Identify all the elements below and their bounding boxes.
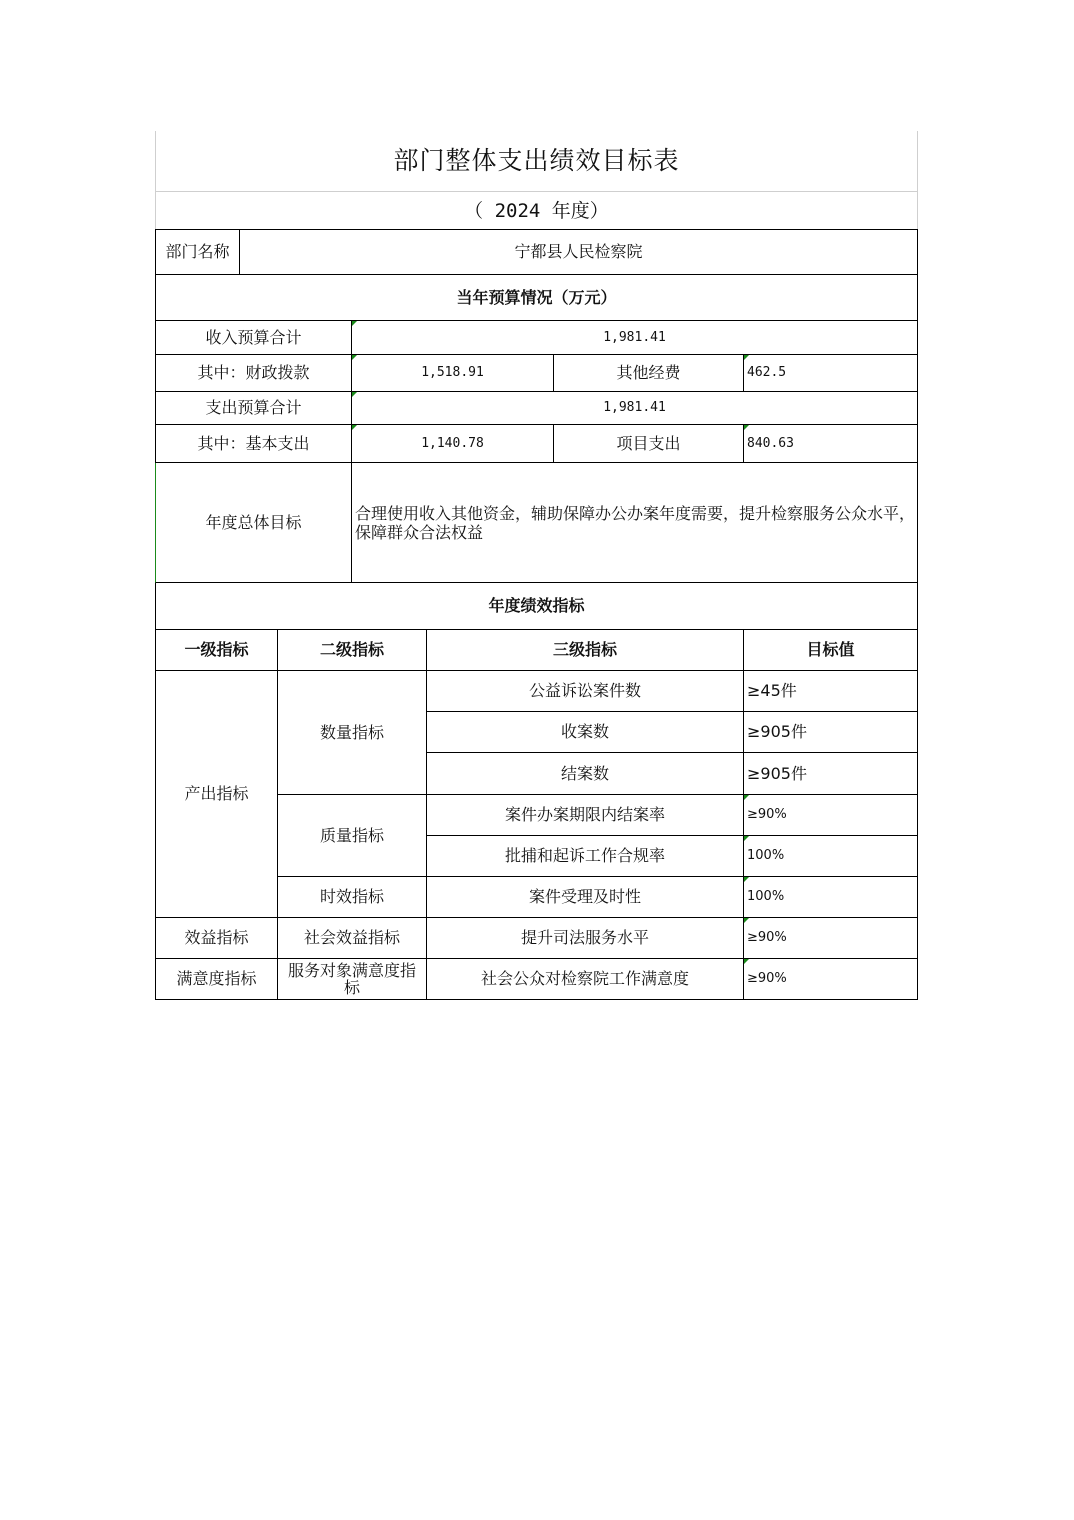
indicator-name: 收案数 [427,712,744,753]
level2-service-satisfaction: 服务对象满意度指标 [278,959,427,1000]
level2-timeliness: 时效指标 [278,877,427,918]
fiscal-value: 1,518.91 [352,355,554,392]
level2-quality: 质量指标 [278,795,427,877]
income-total-value: 1,981.41 [352,321,918,355]
level2-quantity: 数量指标 [278,671,427,795]
indicator-target: ≥45件 [744,671,918,712]
indicator-name: 批捕和起诉工作合规率 [427,836,744,877]
other-label: 其他经费 [554,355,744,392]
dept-name: 宁都县人民检察院 [240,229,918,275]
level1-output: 产出指标 [155,671,278,918]
year-line: （ 2024 年度） [155,192,918,229]
header-target: 目标值 [744,630,918,671]
indicator-target: ≥90% [744,959,918,1000]
indicator-name: 结案数 [427,753,744,795]
indicator-target: ≥90% [744,918,918,959]
indicator-section-title: 年度绩效指标 [155,583,918,630]
basic-label: 其中：基本支出 [155,425,352,463]
indicator-name: 案件办案期限内结案率 [427,795,744,836]
level2-social-benefit: 社会效益指标 [278,918,427,959]
indicator-name: 案件受理及时性 [427,877,744,918]
dept-label: 部门名称 [155,229,240,275]
level1-satisfaction: 满意度指标 [155,959,278,1000]
project-label: 项目支出 [554,425,744,463]
indicator-target: 100% [744,877,918,918]
header-level3: 三级指标 [427,630,744,671]
indicator-name: 提升司法服务水平 [427,918,744,959]
indicator-target: ≥905件 [744,712,918,753]
indicator-target: 100% [744,836,918,877]
income-total-label: 收入预算合计 [155,321,352,355]
indicator-name: 公益诉讼案件数 [427,671,744,712]
indicator-target: ≥905件 [744,753,918,795]
header-level1: 一级指标 [155,630,278,671]
budget-section-title: 当年预算情况（万元） [155,275,918,321]
sheet-title: 部门整体支出绩效目标表 [155,131,918,192]
expense-total-value: 1,981.41 [352,392,918,425]
basic-value: 1,140.78 [352,425,554,463]
goal-text: 合理使用收入其他资金，辅助保障办公办案年度需要，提升检察服务公众水平，保障群众合法权益 [352,463,918,583]
header-level2: 二级指标 [278,630,427,671]
project-value: 840.63 [744,425,918,463]
level1-benefit: 效益指标 [155,918,278,959]
indicator-name: 社会公众对检察院工作满意度 [427,959,744,1000]
goal-label: 年度总体目标 [155,463,352,583]
indicator-target: ≥90% [744,795,918,836]
fiscal-label: 其中：财政拨款 [155,355,352,392]
expense-total-label: 支出预算合计 [155,392,352,425]
other-value: 462.5 [744,355,918,392]
